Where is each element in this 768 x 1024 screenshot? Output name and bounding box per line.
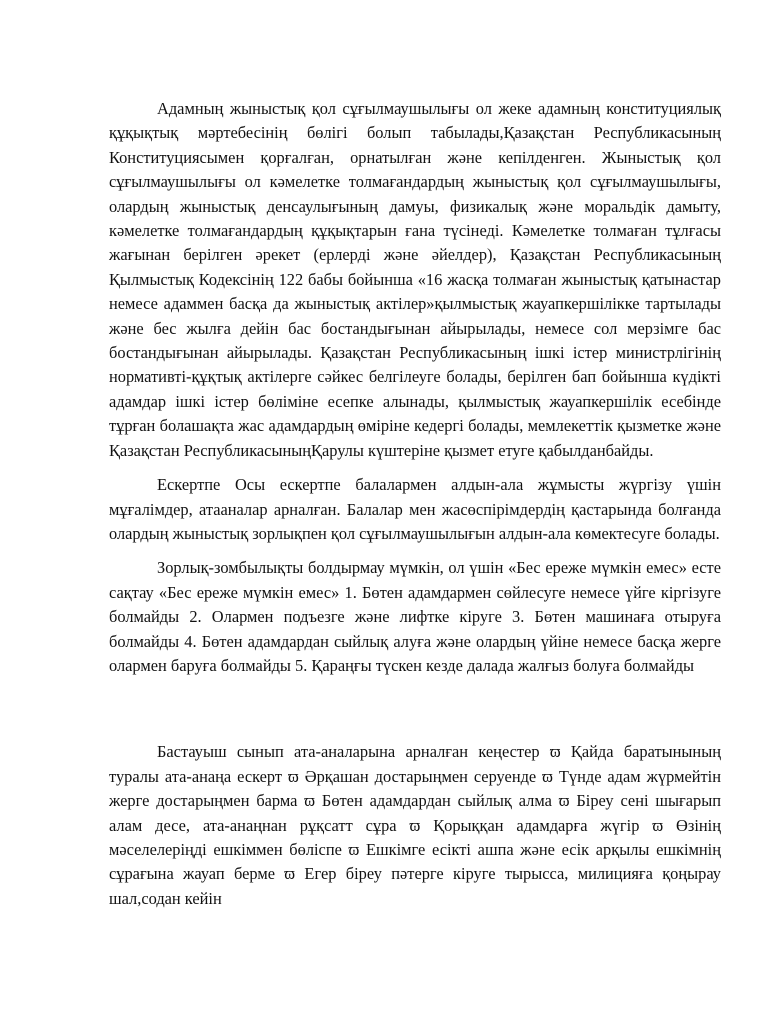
paragraph-note: Ескертпе Осы ескертпе балалармен алдын-ала жұмысты жүргізу үшін мұғалімдер, атааналар арналған. Балалар мен жасөспірімдердің қастарында болғанда олардың жыныстық зорлықпен қол сұғылмаушылығын алдын-ала көмектесуге болады. bbox=[109, 475, 721, 543]
paragraph-five-rules: Зорлық-зомбылықты болдырмау мүмкін, ол үшін «Бес ереже мүмкін емес» есте сақтау «Бес ереже мүмкін емес» 1. Бөтен адамдармен сөйлесуге немесе үйге кіргізуге болмайды 2. Олармен подъезге және лифтке кіруге 3. Бөтен машинаға отыруға болмайды 4. Бөтен адамдардан сыйлық алуға және олардың үйіне немесе басқа жерге олармен баруға болмайды 5. Қараңғы түскен кезде далада жалғыз болуға болмайды bbox=[109, 558, 721, 675]
document-body bbox=[109, 97, 721, 921]
paragraph-spacer bbox=[109, 688, 721, 740]
paragraph-parent-advice: Бастауыш сынып ата-аналарына арналған кеңестер ϖ Қайда баратынының туралы ата-анаңа ескерт ϖ Әрқашан достарыңмен серуенде ϖ Түнде адам жүрмейтін жерге достарыңмен барма ϖ Бөтен адамдардан сыйлық алма ϖ Біреу сені шығарып алам десе, ата-анаңнан рұқсатт сұра ϖ Қорыққан адамдарға жүгір ϖ Өзінің мәселелеріңді ешкіммен бөліспе ϖ Ешкімге есікті ашпа және есік арқылы ешкімнің сұрағына жауап берме ϖ Егер біреу пәтерге кіруге тырысса, милицияға қоңырау шал,содан кейін bbox=[109, 742, 721, 908]
paragraph-sexual-integrity: Адамның жыныстық қол сұғылмаушылығы ол жеке адамның конституциялық құқықтық мәртебесінің бөлігі болып табылады,Қазақстан Республикасының Конституциясымен қорғалған, орнатылған және кепілденген. Жыныстық қол сұғылмаушылығы ол кәмелетке толмағандардың жыныстық қол сұғылмаушылығы, олардың жыныстық денсаулығының дамуы, физикалық және моральдік дамыту, кәмелетке толмағандардың құқықтарын ғана түсінеді. Кәмелетке толмаған тұлғасы жағынан берілген әрекет (ерлерді және әйелдер), Қазақстан Республикасының Қылмыстық Кодексінің 122 бабы бойынша «16 жасқа толмаған жыныстық қатынастар немесе адаммен басқа да жыныстық актілер»қылмыстық жауапкершілікке тартылады және бес жылға дейін бас бостандығынан айырылады, немесе сол мерзімге бас бостандығынан айырылады. Қазақстан Республикасының ішкі істер министрлігінің нормативті-құқтық актілерге сәйкес белгілеуге болады, берілген бап бойынша күдікті адамдар ішкі істер бөліміне есепке алынады, қылмыстық жауапкершілік есебінде тұрған болашақта жас адамдардың өміріне кедергі болады, мемлекеттік қызметке және Қазақстан РеспубликасыныңҚарулы күштеріне қызмет етуге қабылданбайды. bbox=[109, 99, 721, 460]
